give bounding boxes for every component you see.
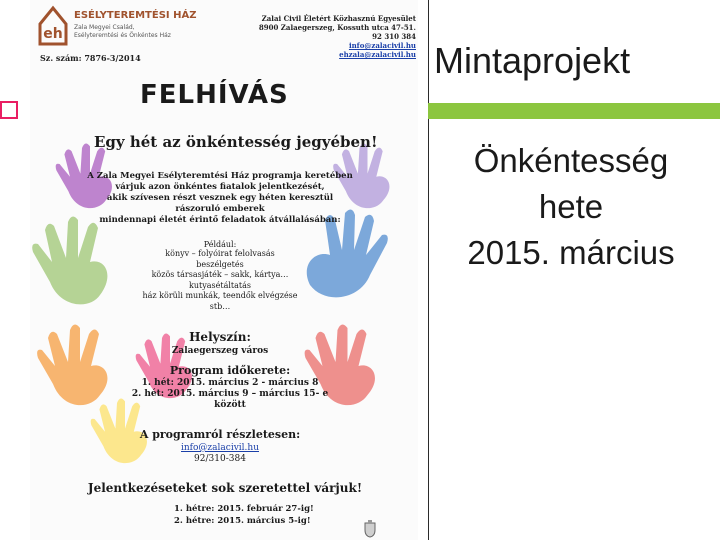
header-org: Zalai Civil Életért Közhasznú Egyesület xyxy=(261,14,416,23)
logo-subtitle: Zala Megyei Család, xyxy=(74,24,135,31)
poster-header-contact xyxy=(256,14,416,59)
schedule-list xyxy=(80,378,380,411)
slide-accent-bar xyxy=(428,103,720,119)
house-eh-logo-icon xyxy=(36,4,70,48)
header-email-link: info@zalacivil.hu xyxy=(348,41,416,50)
deadline-item: 1. hétre: 2015. február 27-ig! xyxy=(174,504,314,514)
deadline-list xyxy=(174,503,314,527)
intro-line: mindennapi életét érintő feladatok átvállalásában: xyxy=(99,215,341,225)
header-address: 8900 Zalaegerszeg, Kossuth utca 47-51. xyxy=(258,23,416,32)
details-email-link: info@zalacivil.hu xyxy=(181,443,259,453)
examples-list xyxy=(70,249,370,312)
example-item: ház körüli munkák, teendők elvégzése xyxy=(142,291,298,300)
intro-line: A Zala Megyei Esélyteremtési Ház programja keretében xyxy=(87,171,353,181)
logo-subtitle: Esélyteremtési és Önkéntes Ház xyxy=(74,32,171,39)
poster-title: FELHÍVÁS xyxy=(140,80,289,110)
schedule-item: 1. hét: 2015. március 2 - március 8 xyxy=(141,378,319,388)
schedule-item: 2. hét: 2015. március 9 – március 15- e xyxy=(131,389,329,399)
slide-body xyxy=(428,138,714,276)
location-value: Zalaegerszeg város xyxy=(171,346,269,356)
examples-heading: Például: xyxy=(203,240,237,249)
slide-body-line: 2015. március xyxy=(467,234,675,271)
header-email-link: ehzala@zalacivil.hu xyxy=(339,50,416,59)
intro-line: várjuk azon önkéntes fiatalok jelentkezését, xyxy=(115,182,325,192)
slide-body-line: Önkéntesség xyxy=(473,142,669,179)
logo-name: ESÉLYTEREMTÉSI HÁZ xyxy=(74,10,197,21)
coat-of-arms-icon xyxy=(364,520,376,538)
example-item: beszélgetés xyxy=(196,259,244,269)
deadline-item: 2. hétre: 2015. március 5-ig! xyxy=(174,516,311,526)
example-item: könyv – folyóirat felolvasás xyxy=(165,249,275,258)
slide-bullet-square xyxy=(0,101,18,119)
schedule-heading: Program időkerete: xyxy=(169,364,291,377)
schedule-item: között xyxy=(214,400,246,410)
poster-logo xyxy=(36,4,256,48)
poster-subtitle: Egy hét az önkéntesség jegyében! xyxy=(94,133,378,151)
logo-mark-text: eh xyxy=(43,26,63,42)
registration-number: Sz. szám: 7876-3/2014 xyxy=(40,53,141,63)
details-phone: 92/310-384 xyxy=(194,454,246,464)
slide-body-line: hete xyxy=(538,188,604,225)
intro-line: akik szívesen részt vesznek egy héten keresztül xyxy=(106,193,334,203)
intro-line: rászoruló emberek xyxy=(175,204,265,214)
header-phone: 92 310 384 xyxy=(372,32,416,41)
poster-image xyxy=(30,0,418,540)
example-item: kutyasétáltatás xyxy=(189,280,251,290)
location-heading: Helyszín: xyxy=(189,330,251,344)
example-item: közös társasjáték – sakk, kártya… xyxy=(151,270,289,279)
slide-title: Mintaprojekt xyxy=(434,40,631,81)
registration-call: Jelentkezéseteket sok szeretettel várjuk! xyxy=(87,481,363,495)
details-heading: A programról részletesen: xyxy=(139,428,301,441)
poster-intro xyxy=(70,171,370,226)
example-item: stb… xyxy=(209,301,231,311)
